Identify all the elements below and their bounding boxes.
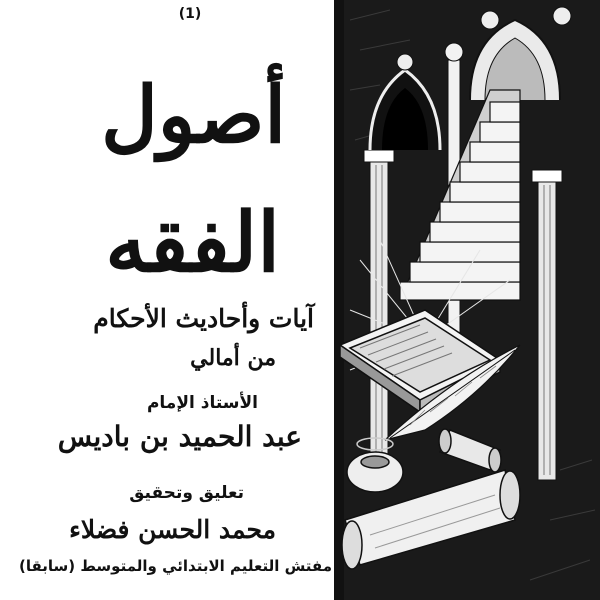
author-prefix: الأستاذ الإمام <box>146 393 258 413</box>
title-line-2: الفقه <box>105 195 280 291</box>
title-line-1: أصول <box>101 70 286 161</box>
editor-name: محمد الحسن فضلاء <box>69 515 276 544</box>
volume-number: (1) <box>178 6 202 22</box>
editor-role: مفتش التعليم الابتدائي والمتوسط (سابقا) <box>18 557 332 575</box>
subtitle-line-1: آيات وأحاديث الأحكام <box>93 304 314 333</box>
frame-border <box>334 0 344 600</box>
cover-illustration <box>330 0 600 600</box>
editor-label: تعليق وتحقيق <box>129 483 244 503</box>
author-name: عبد الحميد بن باديس <box>57 420 302 453</box>
subtitle-line-2: من أمالي <box>190 345 276 371</box>
